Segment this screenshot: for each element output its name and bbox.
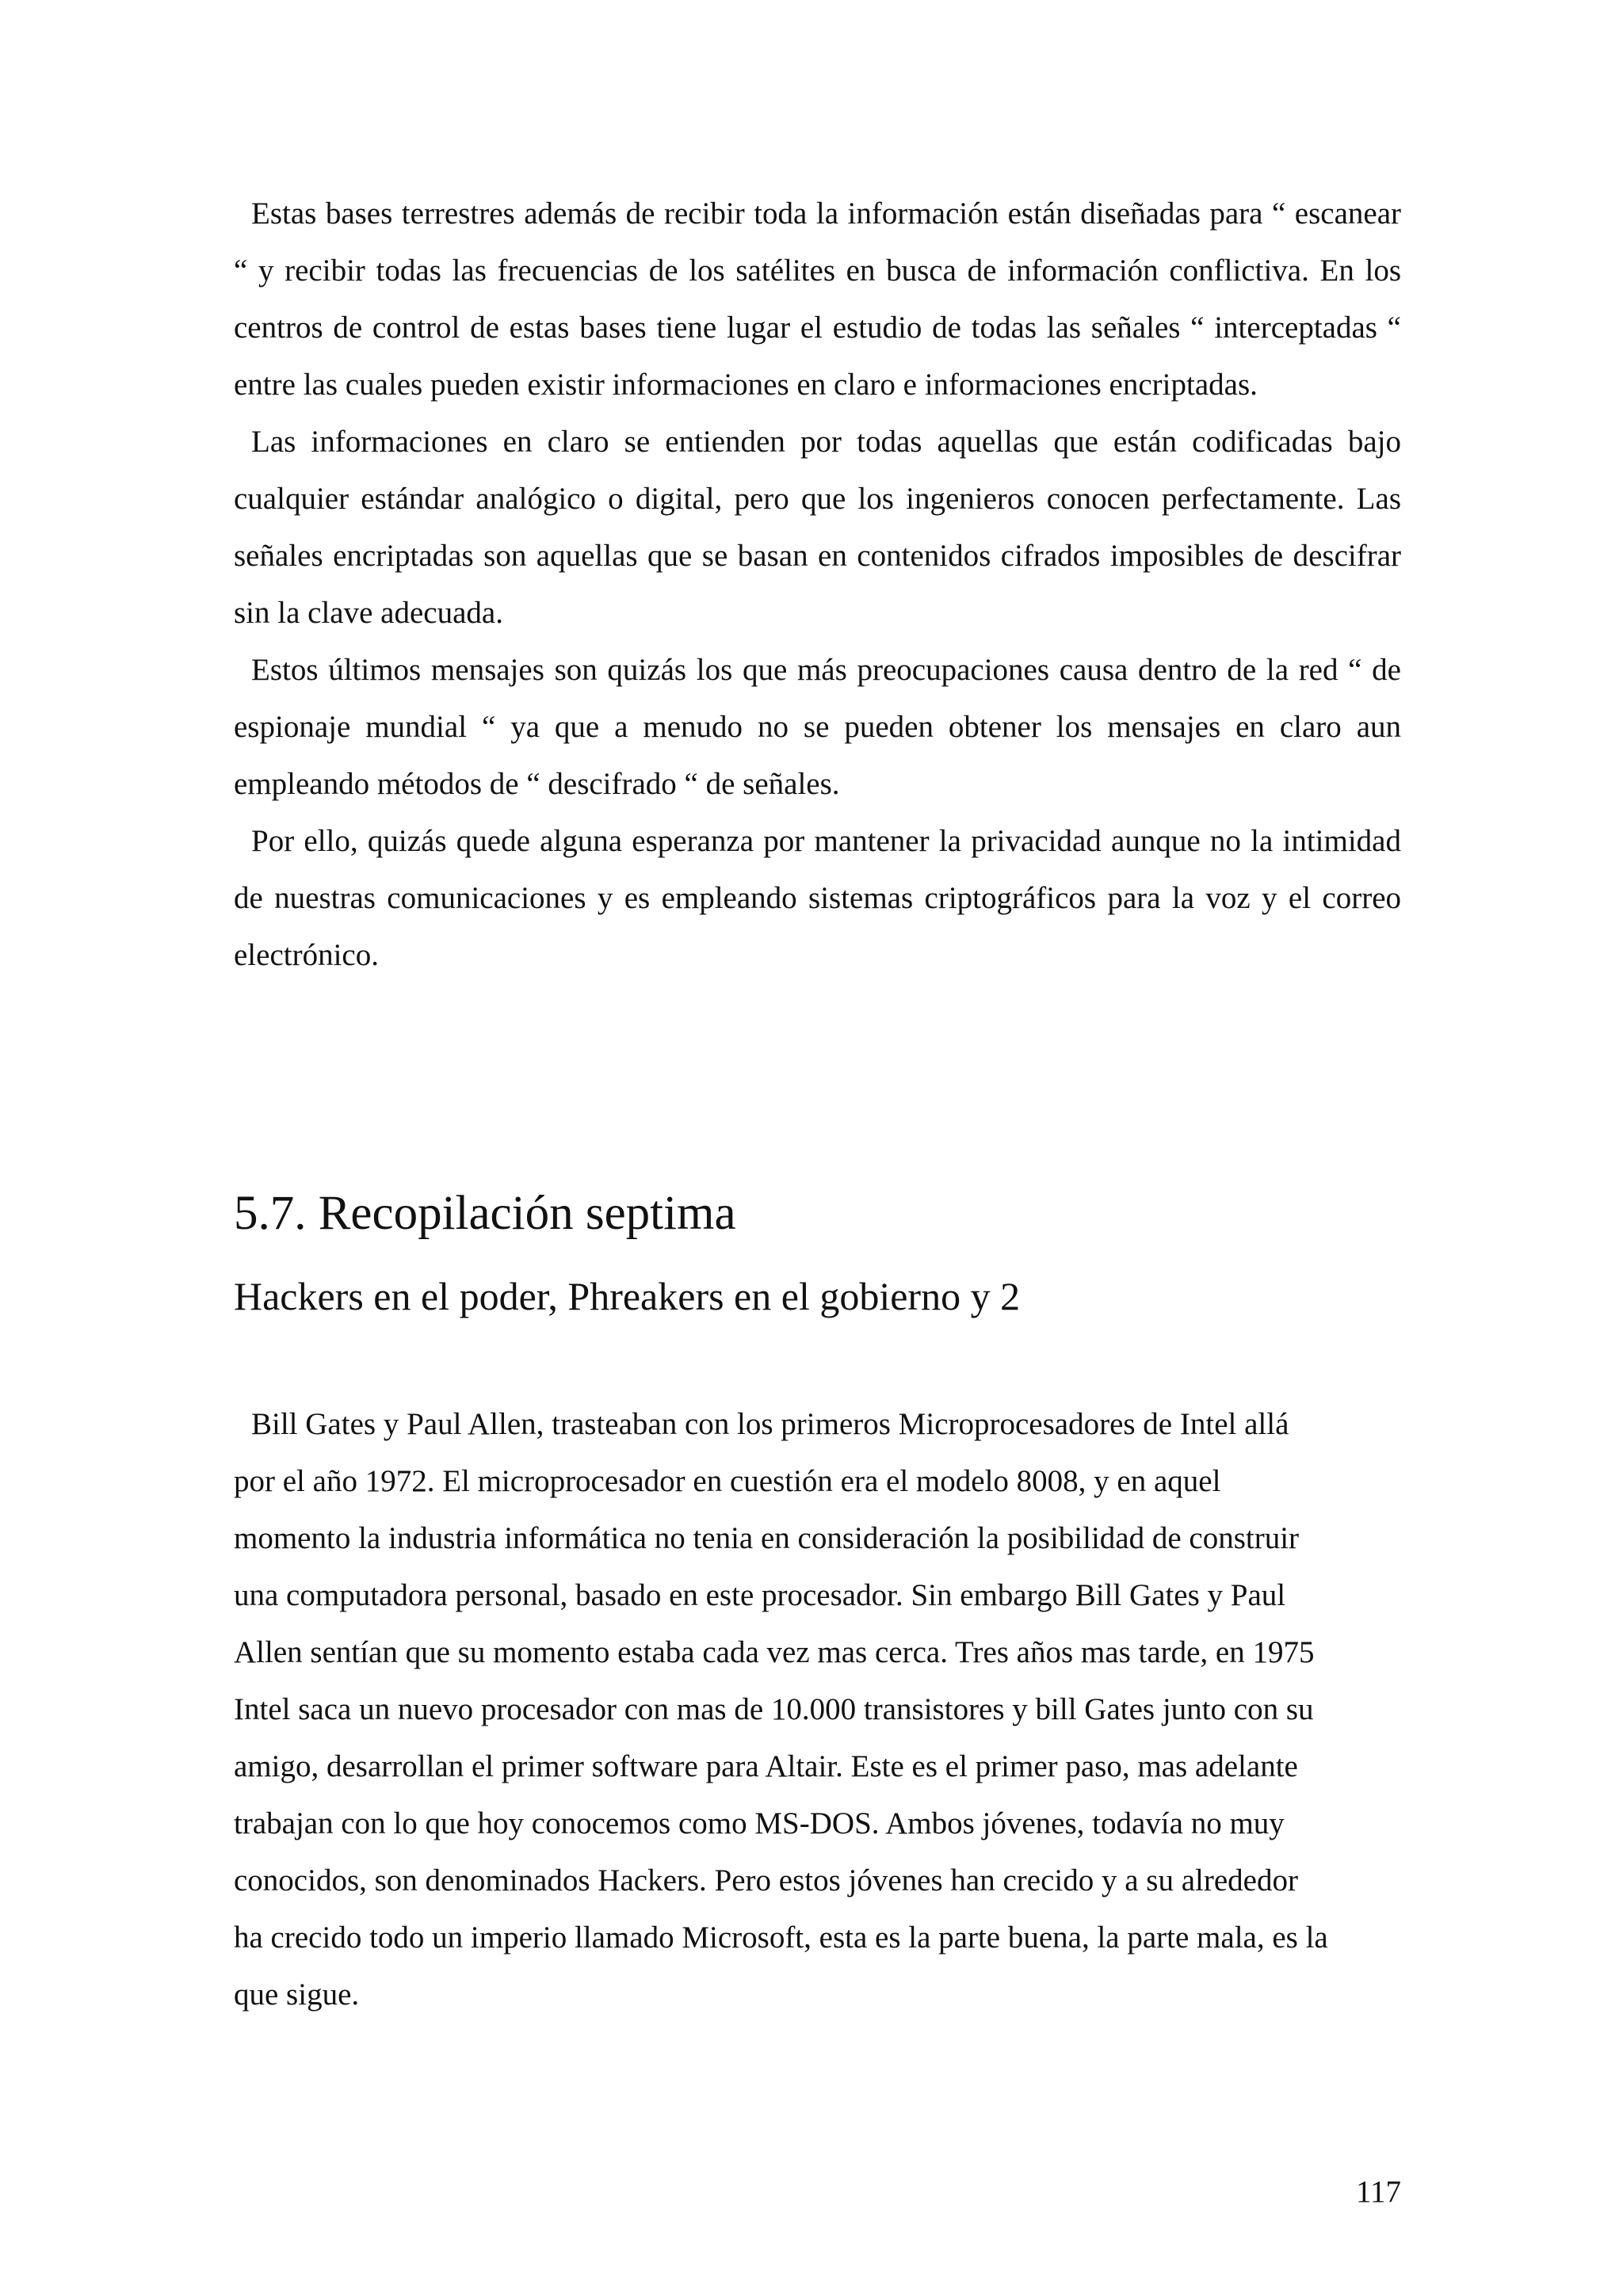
paragraph: Estas bases terrestres además de recibir toda la información están diseñadas para “ escanear “ y recibir todas las frecuencias de los satélites en busca de información conflictiva. En los centros de control de estas bases tiene lugar el estudio de todas las señales “ interceptadas “ entre las cuales pueden existir informaciones en claro e informaciones encriptadas. xyxy=(234,196,1401,402)
text-line: ha crecido todo un imperio llamado Microsoft, esta es la parte buena, la parte mala, es la xyxy=(234,1920,1328,1955)
text-line: trabajan con lo que hoy conocemos como MS-DOS. Ambos jóvenes, todavía no muy xyxy=(234,1806,1285,1840)
page-number: 117 xyxy=(1355,2175,1401,2209)
text-line: Allen sentían que su momento estaba cada vez mas cerca. Tres años mas tarde, en 1975 xyxy=(234,1635,1315,1669)
paragraph: Estos últimos mensajes son quizás los que más preocupaciones causa dentro de la red “ de espionaje mundial “ ya que a menudo no se pueden obtener los mensajes en claro aun empleando métodos de “ descifrado “ de señales. xyxy=(234,653,1401,801)
text-line: que sigue. xyxy=(234,1978,360,2012)
section-title: 5.7. Recopilación septima xyxy=(234,1187,736,1240)
text-line: Intel saca un nuevo procesador con mas de 10.000 transistores y bill Gates junto con su xyxy=(234,1692,1314,1726)
text-line: conocidos, son denominados Hackers. Pero estos jóvenes han crecido y a su alrededor xyxy=(234,1863,1298,1897)
section-subtitle: Hackers en el poder, Phreakers en el gobierno y 2 xyxy=(234,1274,1021,1318)
text-line: por el año 1972. El microprocesador en cuestión era el modelo 8008, y en aquel xyxy=(234,1464,1221,1498)
body-text-top xyxy=(234,185,1401,984)
text-line: amigo, desarrollan el primer software para Altair. Este es el primer paso, mas adelante xyxy=(234,1749,1298,1783)
text-line: Bill Gates y Paul Allen, trasteaban con los primeros Microprocesadores de Intel allá xyxy=(251,1407,1289,1441)
paragraph: Las informaciones en claro se entienden por todas aquellas que están codificadas bajo cualquier estándar analógico o digital, pero que los ingenieros conocen perfectamente. Las señales encriptadas son aquellas que se basan en contenidos cifrados imposibles de descifrar sin la clave adecuada. xyxy=(234,425,1401,630)
body-text-bottom xyxy=(234,1396,1401,2023)
text-line: momento la industria informática no tenia en consideración la posibilidad de construir xyxy=(234,1521,1300,1555)
text-line: una computadora personal, basado en este procesador. Sin embargo Bill Gates y Paul xyxy=(234,1578,1286,1612)
paragraph: Por ello, quizás quede alguna esperanza por mantener la privacidad aunque no la intimidad de nuestras comunicaciones y es empleando sistemas criptográficos para la voz y el correo electrónico. xyxy=(234,824,1401,972)
